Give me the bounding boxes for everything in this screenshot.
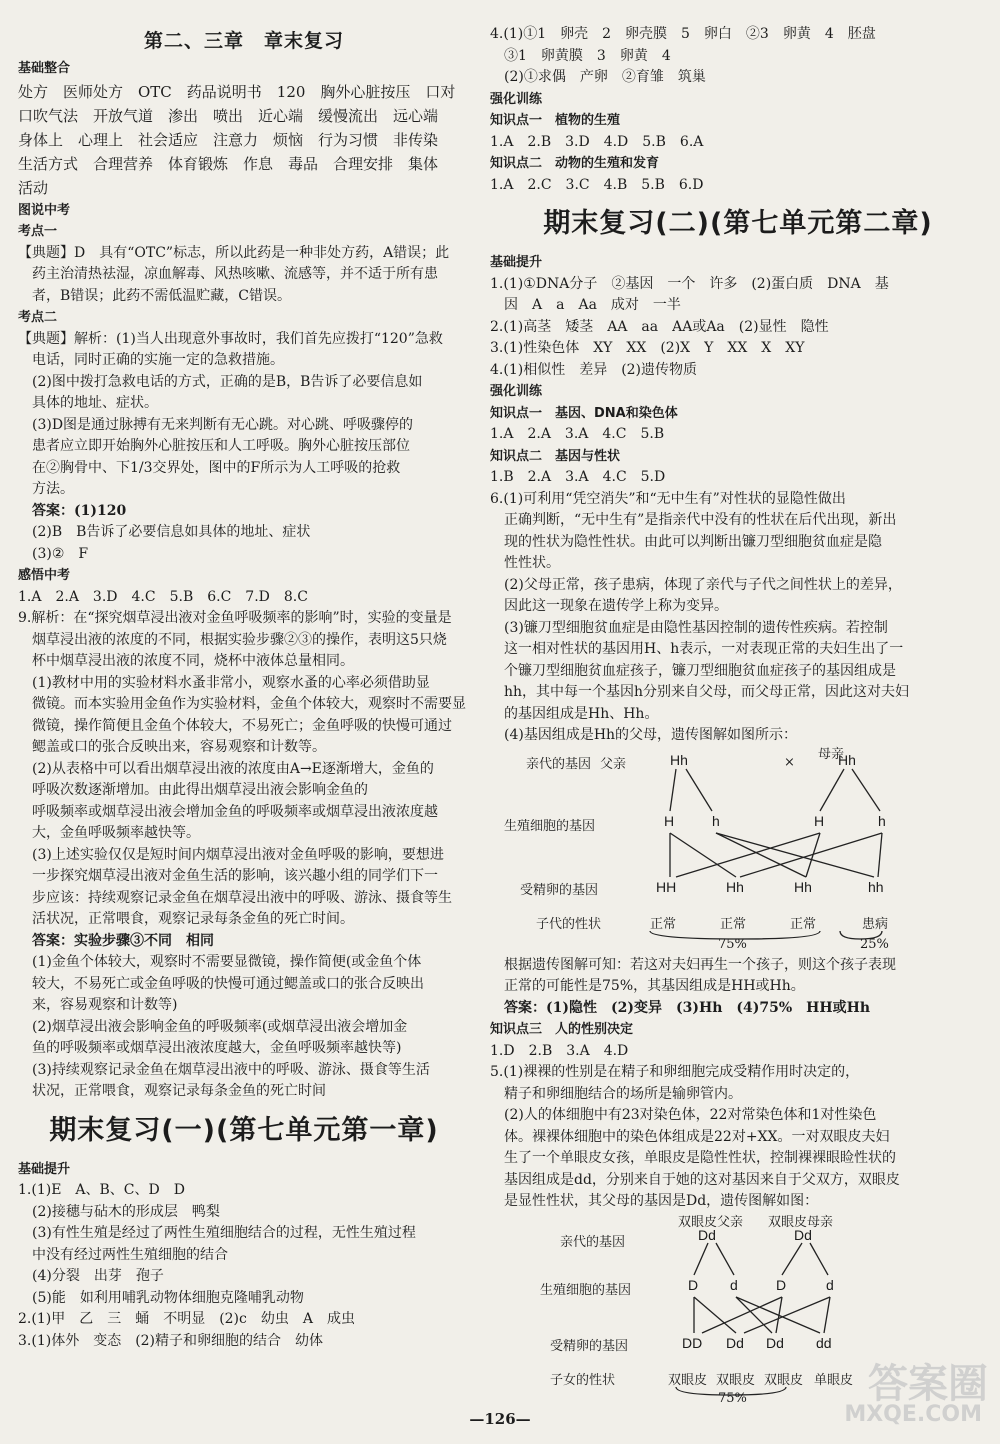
right-column xyxy=(490,24,986,1407)
text-line: 鳃盖或口的张合反映出来，容易观察和计数等。 xyxy=(32,739,326,755)
zygote: Hh xyxy=(726,878,744,895)
trait: 单眼皮 xyxy=(814,1372,854,1388)
zygote: Dd xyxy=(726,1334,744,1351)
text-line: 患者应立即开始胸外心脏按压和人工呼吸。胸外心脏按压部位 xyxy=(32,438,410,454)
gamete: d xyxy=(730,1276,738,1293)
text-line: 中没有经过两性生殖细胞的结合 xyxy=(32,1246,228,1263)
text-line: 1.A 2.C 3.C 4.B 5.B 6.D xyxy=(490,176,704,193)
sub-heading: 基础整合 xyxy=(18,61,71,76)
text-line: 1.B 2.A 3.A 4.C 5.D xyxy=(490,469,666,485)
text-line: 身体上 心理上 社会适应 注意力 烦恼 行为习惯 非传染 xyxy=(18,130,439,149)
sub-heading: 考点二 xyxy=(18,310,58,325)
text-line: 口吹气法 开放气道 渗出 喷出 近心端 缓慢流出 远心端 xyxy=(18,106,439,125)
trait: 正常 xyxy=(650,916,677,932)
text-line: 较大，不易死亡或金鱼呼吸的快慢可通过鳃盖或口的张合反映出 xyxy=(32,975,424,992)
cross-sign: × xyxy=(784,754,795,770)
text-line: 1.A 2.A 3.D 4.C 5.B 6.C 7.D 8.C xyxy=(18,588,308,605)
text-line: 药主治清热祛湿，凉血解毒、风热咳嗽、流感等，并不适于所有患 xyxy=(32,266,438,282)
watermark-url: MXQE.COM xyxy=(844,1402,982,1427)
text-line: 呼吸次数逐渐增加。由此得出烟草浸出液会影响金鱼的 xyxy=(32,782,368,798)
text-line: 基因组成是dd，分别来自于她的这对基因来自于父双方，双眼皮 xyxy=(504,1171,900,1188)
text-line: 5.(1)裸裸的性别是在精子和卵细胞完成受精作用时决定的， xyxy=(490,1064,860,1080)
row-label-parents: 亲代的基因 xyxy=(526,756,592,772)
sub-heading: 基础提升 xyxy=(490,255,543,270)
text-line: 这一相对性状的基因用H、h表示，一对表现正常的夫妇生出了一 xyxy=(504,641,904,657)
text-line: 鱼的呼吸频率或烟草浸出液浓度越大，金鱼呼吸频率越快等) xyxy=(32,1040,402,1056)
text-line: (3)有性生殖是经过了两性生殖细胞结合的过程，无性生殖过程 xyxy=(32,1225,416,1241)
gamete: H xyxy=(664,812,675,829)
gamete: H xyxy=(814,812,825,829)
text-line: 微镜。而本实验用金鱼作为实验材料，金鱼个体较大，观察时不需要显 xyxy=(32,696,466,712)
text-line: 处方 医师处方 OTC 药品说明书 120 胸外心脏按压 口对 xyxy=(18,82,456,101)
text-line: 根据遗传图解可知：若这对夫妇再生一个孩子，则这个孩子表现 xyxy=(504,956,896,973)
mother-genotype: Hh xyxy=(838,751,856,768)
gamete: d xyxy=(826,1276,834,1293)
text-line: 步应该：持续观察记录金鱼在烟草浸出液中的呼吸、游泳、摄食等生 xyxy=(32,889,452,906)
trait: 双眼皮 xyxy=(716,1372,756,1388)
text-line: 正确判断，“无中生有”是指亲代中没有的性状在后代出现，新出 xyxy=(504,512,897,528)
text-line: 体。裸裸体细胞中的染色体组成是22对+XX。一对双眼皮夫妇 xyxy=(504,1128,890,1145)
text-line: 正常的可能性是75%，其基因组成是HH或Hh。 xyxy=(504,978,805,994)
text-line: (1)教材中用的实验材料水蚤非常小，观察水蚤的心率必须借助显 xyxy=(32,674,430,691)
sub-heading: 考点一 xyxy=(18,224,58,239)
sub-heading: 知识点三 人的性别决定 xyxy=(490,1022,634,1037)
text-line: (2)父母正常，孩子患病，体现了亲代与子代之间性状上的差异， xyxy=(504,576,902,593)
left-column xyxy=(18,24,470,1352)
row-label-zygotes: 受精卵的基因 xyxy=(550,1338,629,1354)
text-line: 【典题】D 具有“OTC”标志，所以此药是一种非处方药，A错误；此 xyxy=(18,244,450,261)
text-line: 1.A 2.A 3.A 4.C 5.B xyxy=(490,426,665,442)
text-line: 1.D 2.B 3.A 4.D xyxy=(490,1042,629,1059)
zygote: DD xyxy=(682,1334,703,1351)
text-line: 来，容易观察和计数等) xyxy=(32,997,178,1013)
right-top-text xyxy=(490,24,986,747)
text-line: 现的性状为隐性性状。由此可以判断出镰刀型细胞贫血症是隐 xyxy=(504,533,882,550)
text-line: (3)② F xyxy=(32,545,89,562)
text-line: 因此这一现象在遗传学上称为变异。 xyxy=(504,598,728,614)
sub-heading: 知识点二 动物的生殖和发育 xyxy=(490,156,660,171)
text-line: 4.(1)相似性 差异 (2)遗传物质 xyxy=(490,361,698,378)
zygote: hh xyxy=(868,878,884,895)
mother-label: 母亲 xyxy=(818,746,845,762)
row-label-gametes: 生殖细胞的基因 xyxy=(504,818,596,834)
text-line: (2)人的体细胞中有23对染色体，22对常染色体和1对性染色 xyxy=(504,1107,877,1123)
text-line: 精子和卵细胞结合的场所是输卵管内。 xyxy=(504,1085,742,1102)
page-number: —126— xyxy=(469,1410,531,1428)
text-line: (2)从表格中可以看出烟草浸出液的浓度由A→E逐渐增大，金鱼的 xyxy=(32,760,434,777)
text-line: (3)上述实验仅仅是短时间内烟草浸出液对金鱼呼吸的影响，要想进 xyxy=(32,846,444,863)
row-label-traits: 子女的性状 xyxy=(550,1372,616,1388)
row-label-parents: 亲代的基因 xyxy=(560,1234,626,1250)
right-mid-text xyxy=(490,955,986,1213)
trait: 患病 xyxy=(862,916,889,932)
text-line: 一步探究烟草浸出液对金鱼生活的影响，该兴趣小组的同学们下一 xyxy=(32,868,438,884)
section-title: 期末复习(二)(第七单元第二章) xyxy=(543,208,933,239)
text-line: 3.(1)性染色体 XY XX (2)X Y XX X XY xyxy=(490,340,805,356)
sub-heading: 强化训练 xyxy=(490,384,543,399)
gamete: D xyxy=(688,1276,699,1293)
sub-heading: 强化训练 xyxy=(490,91,543,107)
text-line: 杯中烟草浸出液的浓度不同，烧杯中液体总量相同。 xyxy=(32,653,354,669)
father-genotype: Hh xyxy=(670,751,688,768)
ratio-normal: 75% xyxy=(718,936,747,952)
text-line: 1.(1)E A、B、C、D D xyxy=(18,1182,185,1198)
text-line: 活动 xyxy=(18,178,49,197)
text-line: (3)持续观察记录金鱼在烟草浸出液中的呼吸、游泳、摄食等生活 xyxy=(32,1061,430,1078)
text-line: 2.(1)高茎 矮茎 AA aa AA或Aa (2)显性 隐性 xyxy=(490,318,829,335)
text-line: (1)金鱼个体较大，观察时不需要显微镜，操作简便(或金鱼个体 xyxy=(32,954,422,970)
zygote: Dd xyxy=(766,1334,784,1351)
text-line: 烟草浸出液的浓度的不同，根据实验步骤②③的操作，表明这5只烧 xyxy=(32,631,447,648)
answer-line: 答案：(1)隐性 (2)变异 (3)Hh (4)75% HH或Hh xyxy=(490,999,871,1016)
text-line: (3)D图是通过脉搏有无来判断有无心跳。对心跳、呼吸骤停的 xyxy=(32,416,414,433)
text-line: 微镜，操作简便且金鱼个体较大，不易死亡；金鱼呼吸的快慢可通过 xyxy=(32,717,452,734)
text-line: (2)接穗与砧木的形成层 鸭梨 xyxy=(32,1203,220,1220)
text-line: 呼吸频率或烟草浸出液会增加金鱼的呼吸频率或烟草浸出液浓度越 xyxy=(32,803,438,820)
text-line: 状况，正常喂食，观察记录每条金鱼的死亡时间 xyxy=(32,1083,326,1099)
text-line: 活状况，正常喂食，观察记录每条金鱼的死亡时间。 xyxy=(32,911,354,927)
trait: 正常 xyxy=(720,916,747,932)
text-line: 具体的地址、症状。 xyxy=(32,395,158,411)
text-line: (5)能 如利用哺乳动物体细胞克隆哺乳动物 xyxy=(32,1289,304,1306)
row-label-traits: 子代的性状 xyxy=(536,916,602,932)
sub-heading: 知识点一 植物的生殖 xyxy=(490,113,621,128)
trait: 正常 xyxy=(790,916,817,932)
father-genotype: Dd xyxy=(698,1226,716,1243)
text-line: 3.(1)体外 变态 (2)精子和卵细胞的结合 幼体 xyxy=(18,1332,324,1349)
mother-label: 双眼皮母亲 xyxy=(768,1214,834,1230)
section-title: 第二、三章 章末复习 xyxy=(143,30,344,52)
trait: 双眼皮 xyxy=(764,1372,804,1388)
text-line: (2)烟草浸出液会影响金鱼的呼吸频率(或烟草浸出液会增加金 xyxy=(32,1018,408,1035)
text-line: 性性状。 xyxy=(504,555,560,571)
section-title: 期末复习(一)(第七单元第一章) xyxy=(49,1114,439,1146)
father-label: 父亲 xyxy=(600,756,627,772)
text-line: 个镰刀型细胞贫血症孩子，镰刀型细胞贫血症孩子的基因组成是 xyxy=(504,662,896,679)
text-line: (4)基因组成是Hh的父母，遗传图解如图所示： xyxy=(504,727,798,743)
answer-line: 答案：(1)120 xyxy=(18,502,127,519)
text-line: (2)图中拨打急救电话的方式，正确的是B，B告诉了必要信息如 xyxy=(32,373,423,390)
zygote: dd xyxy=(816,1334,832,1351)
trait: 双眼皮 xyxy=(668,1372,708,1388)
text-line: 因 A a Aa 成对 一半 xyxy=(504,297,681,313)
mother-genotype: Dd xyxy=(794,1226,812,1243)
text-line: 生活方式 合理营养 体育锻炼 作息 毒品 合理安排 集体 xyxy=(18,154,439,173)
text-line: 1.(1)①DNA分子 ②基因 一个 许多 (2)蛋白质 DNA 基 xyxy=(490,275,889,292)
sub-heading: 图说中考 xyxy=(18,202,71,218)
answer-line: 答案：实验步骤③不同 相同 xyxy=(18,932,214,949)
text-line: hh，其中每一个基因h分别来自父母，而父母正常，因此这对夫妇 xyxy=(504,684,910,700)
text-line: (4)分裂 出芽 孢子 xyxy=(32,1268,164,1284)
zygote: HH xyxy=(656,878,677,895)
text-line: (2)①求偶 产卵 ②育雏 筑巢 xyxy=(504,69,706,85)
zygote: Hh xyxy=(794,878,812,895)
text-line: ③1 卵黄膜 3 卵黄 4 xyxy=(504,47,671,64)
watermark-logo: 答案圈 xyxy=(868,1361,988,1407)
text-line: 4.(1)①1 卵壳 2 卵壳膜 5 卵白 ②3 卵黄 4 胚盘 xyxy=(490,26,876,42)
text-line: (3)镰刀型细胞贫血症是由隐性基因控制的遗传性疾病。若控制 xyxy=(504,619,888,636)
text-line: 9.解析：在“探究烟草浸出液对金鱼呼吸频率的影响”时，实验的变量是 xyxy=(18,610,452,626)
sub-heading: 知识点二 基因与性状 xyxy=(490,448,621,464)
text-line: 1.A 2.B 3.D 4.D 5.B 6.A xyxy=(490,133,704,150)
text-line: 生了一个单眼皮女孩，单眼皮是隐性性状，控制裸裸眼睑性状的 xyxy=(504,1150,896,1166)
gamete: h xyxy=(878,812,886,829)
father-label: 双眼皮父亲 xyxy=(678,1214,744,1230)
sub-heading: 知识点一 基因、DNA和染色体 xyxy=(490,405,678,421)
text-line: (2)B B告诉了必要信息如具体的地址、症状 xyxy=(32,524,311,540)
text-line: 大，金鱼呼吸频率越快等。 xyxy=(32,825,200,841)
row-label-zygotes: 受精卵的基因 xyxy=(520,882,599,898)
text-line: 2.(1)甲 乙 三 蛹 不明显 (2)c 幼虫 A 成虫 xyxy=(18,1311,355,1327)
gamete: D xyxy=(776,1276,787,1293)
text-line: 【典题】解析：(1)当人出现意外事故时，我们首先应拨打“120”急救 xyxy=(18,330,443,347)
text-line: 的基因组成是Hh、Hh。 xyxy=(504,705,659,722)
row-label-gametes: 生殖细胞的基因 xyxy=(540,1282,632,1298)
inheritance-diagram-hh xyxy=(490,746,986,953)
sub-heading: 感悟中考 xyxy=(18,568,71,583)
text-line: 方法。 xyxy=(32,481,74,497)
ratio-sick: 25% xyxy=(860,936,889,952)
text-line: 电话，同时正确的实施一定的急救措施。 xyxy=(32,352,284,368)
gamete: h xyxy=(712,812,720,829)
ratio-double-eyelid: 75% xyxy=(718,1390,747,1406)
text-line: 者，B错误；此药不需低温贮藏，C错误。 xyxy=(32,287,291,304)
text-line: 6.(1)可利用“凭空消失”和“无中生有”对性状的显隐性做出 xyxy=(490,490,846,507)
text-line: 在②胸骨中、下1/3交界处，图中的F所示为人工呼吸的抢救 xyxy=(32,459,401,476)
sub-heading: 基础提升 xyxy=(18,1161,71,1177)
text-line: 是显性性状，其父母的基因是Dd，遗传图解如图： xyxy=(504,1193,819,1209)
